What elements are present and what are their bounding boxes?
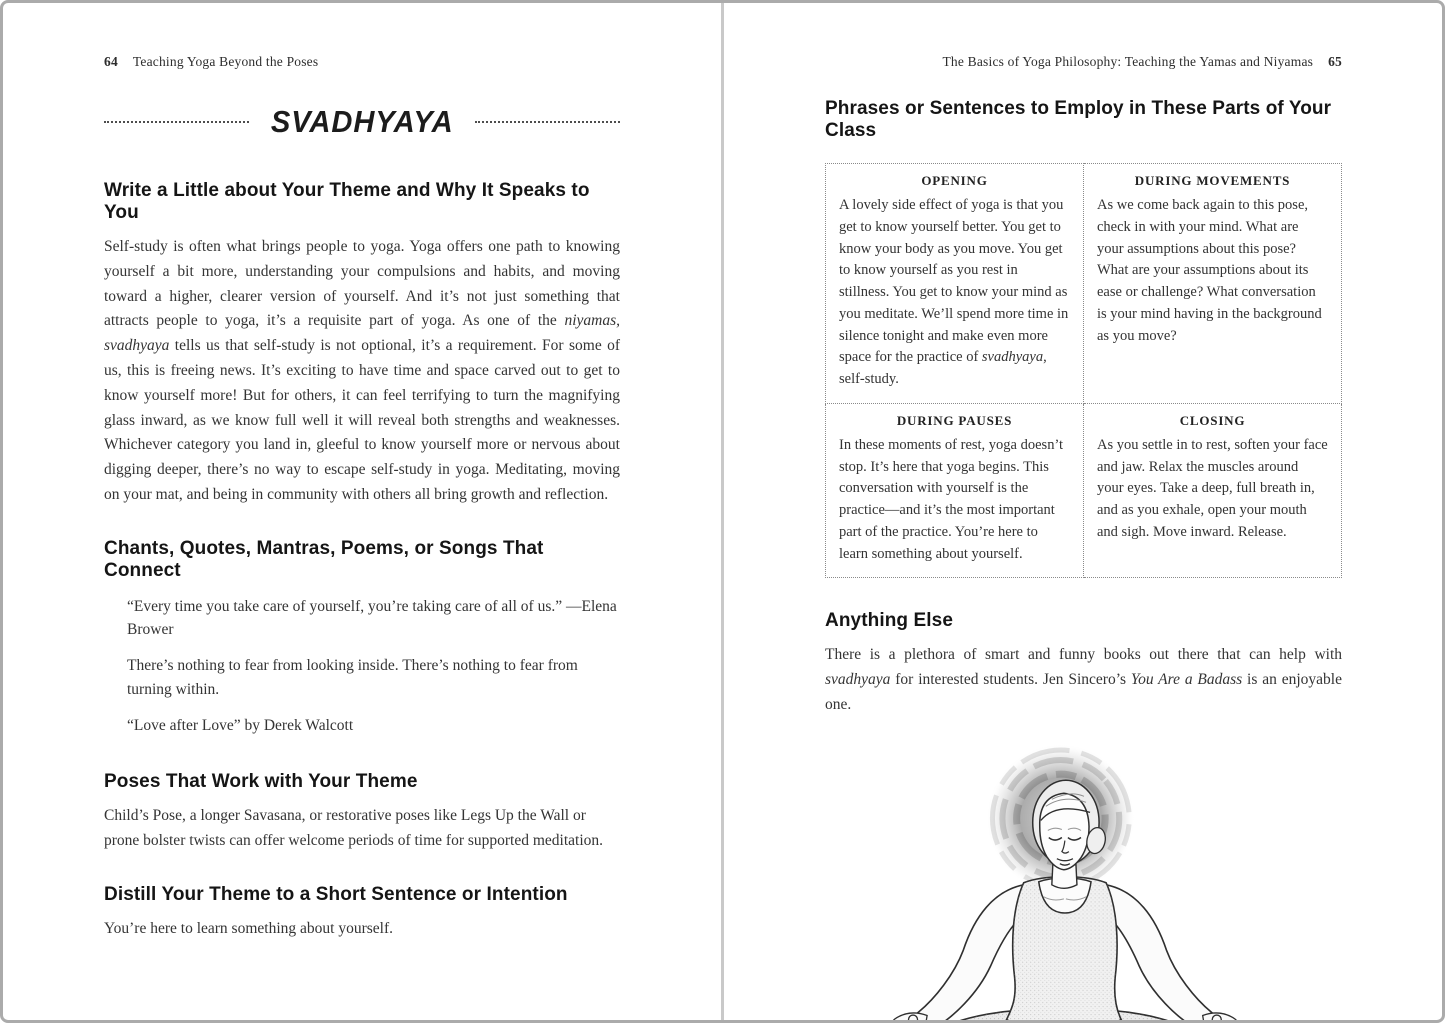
right-page-number: 65: [1328, 54, 1342, 69]
cell-header-during-pauses: DURING PAUSES: [896, 412, 1013, 428]
cell-header-during-movements: DURING MOVEMENTS: [1134, 173, 1291, 188]
section-heading-anything-else: Anything Else: [825, 610, 953, 632]
right-running-title: The Basics of Yoga Philosophy: Teaching the Yamas and Niyamas: [942, 54, 1314, 69]
table-row: [826, 403, 1342, 578]
quote-elena-brower: “Every time you take care of yourself, you’re taking care of all of us.” —Elena Brower: [127, 597, 617, 639]
paragraph-distill: You’re here to learn something about yourself.: [104, 919, 393, 937]
meditation-illustration: [825, 744, 1342, 1023]
section-heading-distill: Distill Your Theme to a Short Sentence or Intention: [104, 883, 568, 905]
quote-love-after-love: “Love after Love” by Derek Walcott: [127, 716, 354, 734]
right-page: [825, 0, 1342, 1023]
cell-text-during-movements: As we come back again to this pose, check in with your mind. What are your assumptions about this pose? What are your assumptions about its ease or challenge? What conversation is your mind having in the background as you move?: [1097, 197, 1322, 344]
meditating-woman-lotus-pose-drawing: [869, 744, 1299, 1023]
cell-header-closing: CLOSING: [1179, 412, 1246, 428]
table-cell-closing: [1084, 403, 1342, 578]
chapter-title: SVADHYAYA: [270, 104, 454, 139]
paragraph-poses: Child’s Pose, a longer Savasana, or restorative poses like Legs Up the Wall or prone bolster twists can offer welcome periods of time for supported meditation.: [104, 807, 604, 849]
right-running-head: [825, 54, 1342, 70]
cell-header-opening: OPENING: [921, 173, 988, 188]
page-gutter-divider: [721, 0, 724, 1023]
dot-leader-right: [475, 121, 620, 123]
table-cell-opening: [826, 164, 1084, 404]
section-heading-write-theme: Write a Little about Your Theme and Why It Speaks to You: [104, 180, 590, 223]
section-heading-chants: Chants, Quotes, Mantras, Poems, or Songs That Connect: [104, 537, 544, 581]
paragraph-anything-else: There is a plethora of smart and funny books out there that can help with svadhyaya for interested students. Jen Sincero’s You Are a Badass is an enjoyable one.: [825, 646, 1342, 713]
dot-leader-left: [104, 121, 249, 123]
table-row: [826, 164, 1342, 404]
quote-nothing-to-fear: There’s nothing to fear from looking inside. There’s nothing to fear from turning within.: [127, 657, 578, 698]
paragraph-self-study: Self-study is often what brings people to yoga. Yoga offers one path to knowing yourself a bit more, understanding your compulsions and habits, and moving toward a higher, clearer version of yourself. And it’s not just something that attracts people to yoga, it’s a requisite part of yoga. As one of the niyamas, svadhyaya tells us that self-study is not optional, it’s a requirement. For some of us, this is freeing news. It’s exciting to have time and space carved out to get to know yourself more! But for others, it can feel terrifying to turn the magnifying glass inward, as we know full well it will reveal both strengths and weaknesses. Whichever category you land in, gleeful to know yourself more or nervous about digging deeper, there’s no way to escape self-study in yoga. Meditating, moving on your mat, and being in community with others all bring growth and reflection.: [104, 238, 620, 503]
phrases-table: [825, 163, 1342, 578]
left-page-number: 64: [104, 54, 118, 69]
left-page: [104, 0, 620, 1023]
section-heading-phrases: Phrases or Sentences to Employ in These Parts of Your Class: [825, 98, 1332, 141]
tank-top-torso: [1006, 876, 1121, 1023]
section-heading-poses: Poses That Work with Your Theme: [104, 771, 418, 793]
table-cell-during-pauses: [826, 403, 1084, 578]
cell-text-opening: A lovely side effect of yoga is that you get to know yourself better. You get to know your body as you move. You get to know yourself as you rest in stillness. You get to know your mind as you meditate. We’ll spend more time in silence tonight and make even more space for the practice of svadhyaya, self-study.: [839, 197, 1069, 387]
left-running-title: Teaching Yoga Beyond the Poses: [132, 54, 319, 69]
left-running-head: [104, 54, 620, 70]
cell-text-during-pauses: In these moments of rest, yoga doesn’t stop. It’s here that yoga begins. This conversation with yourself is the practice—and it’s the most important part of the practice. You’re here to learn something about yourself.: [839, 436, 1064, 562]
cell-text-closing: As you settle in to rest, soften your face and jaw. Relax the muscles around your eyes. Take a deep, full breath in, and as you exhale, open your mouth and sigh. Move inward. Release.: [1097, 436, 1328, 540]
chapter-title-row: [104, 104, 620, 140]
table-cell-during-movements: [1084, 164, 1342, 404]
